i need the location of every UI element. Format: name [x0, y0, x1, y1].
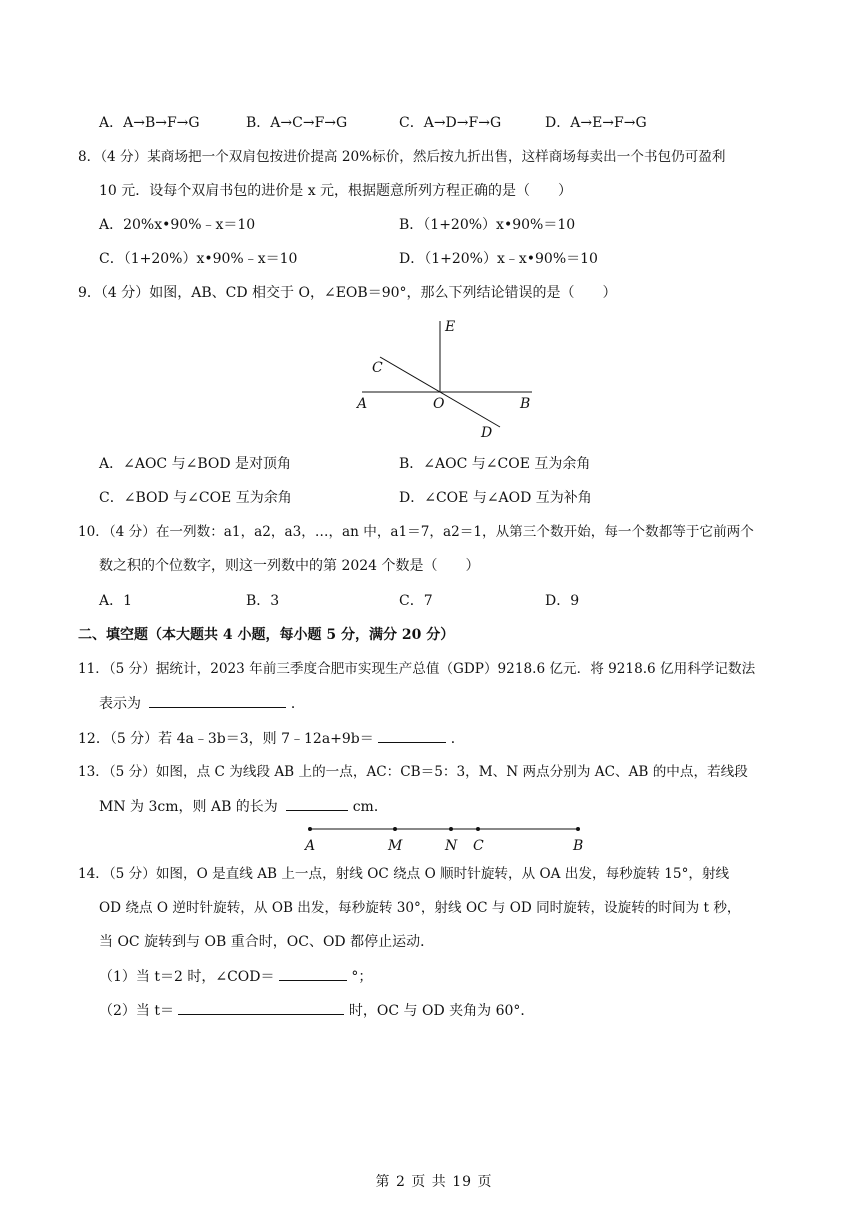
q14-stem-line3: 当 OC 旋转到与 OB 重合时，OC、OD 都停止运动．: [99, 934, 435, 950]
q13-stem-line1: 13．（5 分）如图，点 C 为线段 AB 上的一点，AC：CB＝5：3，M、N 两点分别为 AC、AB 的中点，若线段: [78, 764, 748, 780]
page-footer: 第 2 页 共 19 页: [375, 1174, 493, 1190]
q8-stem-line1: 8．（4 分）某商场把一个双肩包按进价提高 20%标价，然后按九折出售，这样商场每卖出一个书包仍可盈利: [78, 149, 726, 165]
q10-option-c: C．7: [399, 593, 433, 609]
q9-option-c: C．∠BOD 与∠COE 互为余角: [99, 490, 292, 506]
q13-label-a: A: [305, 838, 316, 854]
q13-answer-blank[interactable]: [286, 796, 348, 811]
q9-option-b: B．∠AOC 与∠COE 互为余角: [399, 456, 591, 472]
q7-option-b: B．A→C→F→G: [246, 115, 348, 131]
q13-label-c: C: [473, 838, 484, 854]
q8-option-c: C．（1+20%）x•90%﹣x＝10: [99, 251, 298, 267]
q14-stem-line2: OD 绕点 O 逆时针旋转，从 OB 出发，每秒旋转 30°，射线 OC 与 OD 同时旋转，设旋转的时间为 t 秒，: [99, 900, 741, 916]
q10-stem-line2: 数之积的个位数字，则这一列数中的第 2024 个数是（ ）: [99, 558, 480, 574]
q14-stem-line1: 14．（5 分）如图，O 是直线 AB 上一点，射线 OC 绕点 O 顺时针旋转，从 OA 出发，每秒旋转 15°，射线: [78, 866, 730, 882]
q11-stem-line2: [99, 693, 305, 714]
q14-subquestion-2: [99, 1000, 534, 1021]
q14-sub2-suffix: 时，OC 与 OD 夹角为 60°．: [348, 1003, 535, 1019]
q7-option-a: A．A→B→F→G: [99, 115, 200, 131]
q14-subquestion-1: [99, 966, 372, 987]
q8-stem-line2: 10 元．设每个双肩书包的进价是 x 元，根据题意所列方程正确的是（ ）: [99, 183, 573, 199]
q7-option-c: C．A→D→F→G: [399, 115, 502, 131]
q9-label-o: O: [433, 396, 445, 412]
q14-sub2-prefix: （2）当 t＝: [99, 1003, 174, 1019]
q13-suffix: cm．: [352, 799, 388, 815]
q13-figure: [300, 822, 590, 856]
q8-option-b: B．（1+20%）x•90%＝10: [399, 217, 576, 233]
q9-option-d: D．∠COE 与∠AOD 互为补角: [399, 490, 592, 506]
q11-stem-line1: 11．（5 分）据统计，2023 年前三季度合肥市实现生产总值（GDP）9218.6 亿元．将 9218.6 亿用科学记数法: [78, 661, 756, 677]
q9-figure: [350, 315, 550, 445]
q13-point-n: [449, 827, 453, 831]
q8-option-d: D．（1+20%）x﹣x•90%＝10: [399, 251, 598, 267]
q11-prefix: 表示为: [99, 696, 141, 712]
q13-point-m: [393, 827, 397, 831]
q12-suffix: ．: [450, 731, 465, 747]
q10-option-d: D．9: [545, 593, 580, 609]
q14-sub1-prefix: （1）当 t＝2 时，∠COD＝: [99, 969, 275, 985]
q8-option-a: A．20%x•90%﹣x＝10: [99, 217, 256, 233]
q13-point-b: [576, 827, 580, 831]
q9-label-a: A: [357, 396, 368, 412]
q7-option-d: D．A→E→F→G: [545, 115, 647, 131]
q11-suffix: ．: [290, 696, 305, 712]
q9-label-d: D: [481, 425, 493, 441]
q12-answer-blank[interactable]: [378, 728, 446, 743]
q9-label-b: B: [520, 396, 531, 412]
q13-prefix: MN 为 3cm，则 AB 的长为: [99, 799, 278, 815]
q14-sub1-suffix: °；: [351, 969, 373, 985]
q13-label-b: B: [573, 838, 584, 854]
q10-option-b: B．3: [246, 593, 280, 609]
section-heading-fill-in: 二、填空题（本大题共 4 小题，每小题 5 分，满分 20 分）: [78, 627, 455, 643]
q14-sub2-answer-blank[interactable]: [178, 1000, 344, 1015]
q10-option-a: A．1: [99, 593, 133, 609]
q12-stem: [78, 728, 465, 749]
q11-answer-blank[interactable]: [149, 693, 286, 708]
q9-label-c: C: [372, 360, 383, 376]
q9-option-a: A．∠AOC 与∠BOD 是对顶角: [99, 456, 292, 472]
q13-stem-line2: [99, 796, 388, 817]
q14-sub1-answer-blank[interactable]: [279, 966, 347, 981]
q12-prefix: 12．（5 分）若 4a﹣3b＝3，则 7﹣12a+9b＝: [78, 731, 374, 747]
q13-label-n: N: [445, 838, 458, 854]
q10-stem-line1: 10．（4 分）在一列数：a1，a2，a3，…，an 中，a1＝7，a2＝1，从第三个数开始，每一个数都等于它前两个: [78, 524, 754, 540]
q13-point-c: [476, 827, 480, 831]
q13-point-a: [308, 827, 312, 831]
q13-label-m: M: [388, 838, 403, 854]
q9-stem: 9．（4 分）如图，AB、CD 相交于 O，∠EOB＝90°，那么下列结论错误的是（ ）: [78, 285, 617, 301]
q9-label-e: E: [445, 319, 456, 335]
